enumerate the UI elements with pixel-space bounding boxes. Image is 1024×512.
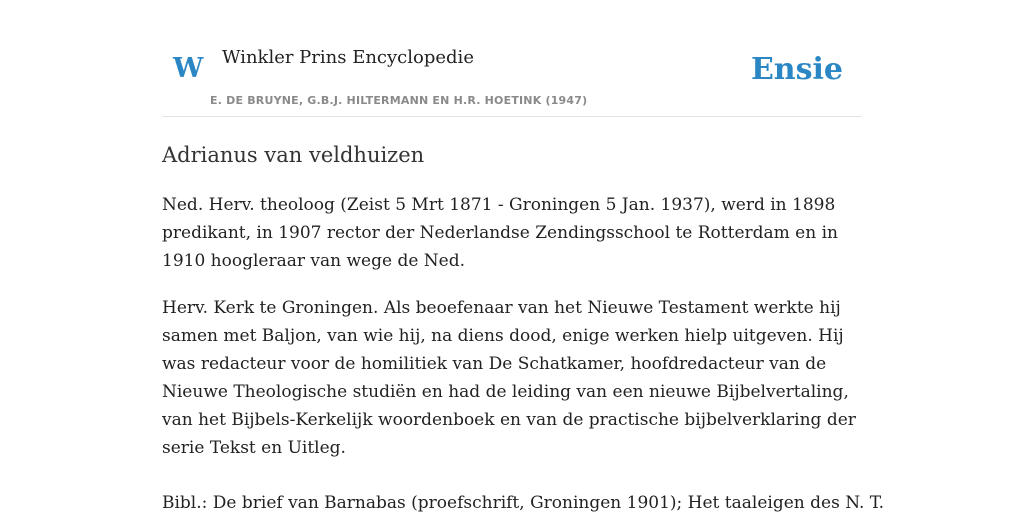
article-title: Adrianus van veldhuizen [162, 143, 425, 167]
source-authors: E. DE BRUYNE, G.B.J. HILTERMANN EN H.R. HOETINK (1947) [210, 94, 588, 107]
article-bibliography: Bibl.: De brief van Barnabas (proefschrift, Groningen 1901); Het taaleigen des N. T. [162, 493, 885, 512]
ensie-logo[interactable]: Ensie [750, 52, 843, 87]
article-paragraph-1: Ned. Herv. theoloog (Zeist 5 Mrt 1871 - Groningen 5 Jan. 1937), werd in 1898 predikant, in 1907 rector der Nederlandse Zendingsschool te Rotterdam en in 1910 hoogleraar van wege de Ned. [162, 195, 838, 271]
winkler-prins-logo[interactable]: W [173, 53, 204, 84]
source-title-link[interactable]: Winkler Prins Encyclopedie [222, 47, 474, 68]
article [162, 137, 885, 512]
site-header [162, 0, 862, 117]
article-paragraph-2: Herv. Kerk te Groningen. Als beoefenaar van het Nieuwe Testament werkte hij samen met Baljon, van wie hij, na diens dood, enige werken hielp uitgeven. Hij was redacteur voor de homilitiek van De Schatkamer, hoofdredacteur van de Nieuwe Theologische studiën en had de leiding van een nieuwe Bijbelvertaling, van het Bijbels-Kerkelijk woordenboek en van de practische bijbelverklaring der serie Tekst en Uitleg. [162, 298, 856, 458]
